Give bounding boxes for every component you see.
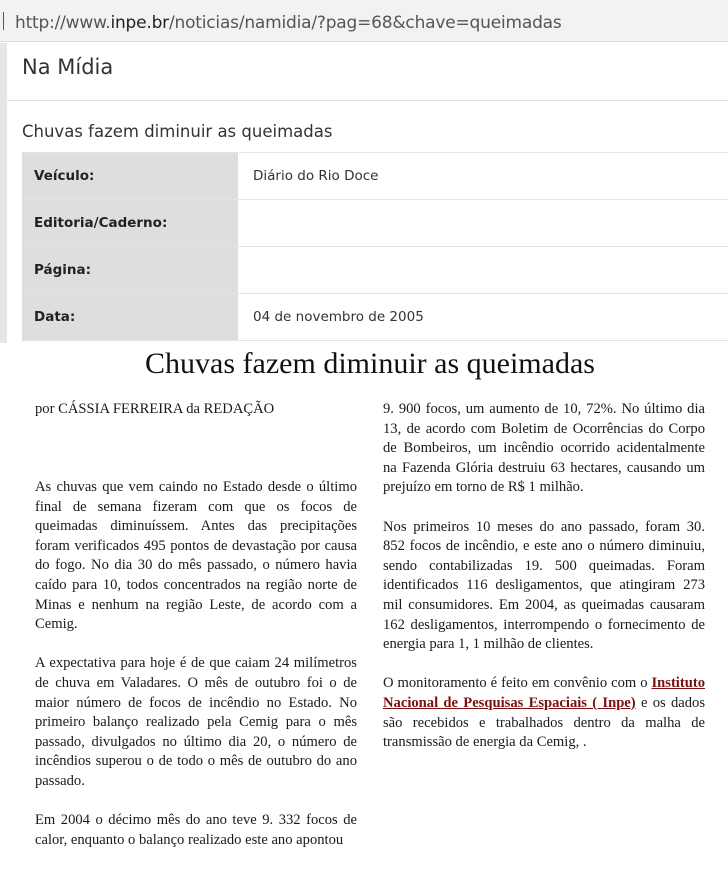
- meta-value: [239, 247, 728, 294]
- meta-label: Página:: [22, 247, 239, 294]
- clipping-paragraph: Nos primeiros 10 meses do ano passado, foram 30. 852 focos de incêndio, e este ano o número diminuiu, sendo contabilizadas 19. 500 queimadas. Foram identificados 116 desligamentos, que atingiram 273 mil consumidores. Em 2004, as queimadas causaram 162 desligamentos, interrompendo o fornecimento de energia para 1, 1 milhão de clientes.: [383, 518, 705, 653]
- meta-row: [22, 294, 728, 341]
- left-gutter: [0, 43, 7, 343]
- page-title: Na Mídia: [22, 55, 114, 79]
- meta-row: [22, 247, 728, 294]
- meta-label: Veículo:: [22, 153, 239, 200]
- clipping-paragraph: [383, 674, 705, 752]
- clipping-paragraph: As chuvas que vem caindo no Estado desde o último final de semana fizeram com que os focos de queimadas diminuíssem. Antes das precipitações foram verificados 495 pontos de devastação por causa do fogo. No dia 30 do mês passado, o número havia caído para 10, todos concentrados na região norte de Minas e nenhum na região Leste, de acordo com a Cemig.: [35, 479, 357, 633]
- page-content: [0, 43, 728, 343]
- url-text[interactable]: [15, 13, 562, 33]
- paragraph-text: e os dados são recebidos e trabalhados dentro da malha de transmissão de energia da Cemig, .: [383, 694, 706, 751]
- meta-row: [22, 153, 728, 200]
- clipping-byline: por CÁSSIA FERREIRA da REDAÇÃO: [35, 401, 275, 417]
- url-prefix: http://www.: [15, 13, 111, 33]
- address-bar[interactable]: [0, 0, 728, 42]
- clipping-column-right: [383, 400, 705, 772]
- divider: [7, 100, 728, 101]
- meta-row: [22, 200, 728, 247]
- url-path: /noticias/namidia/?pag=68&chave=queimadas: [168, 13, 562, 33]
- article-title: Chuvas fazem diminuir as queimadas: [22, 122, 333, 141]
- meta-value: 04 de novembro de 2005: [239, 294, 728, 341]
- paragraph-text: O monitoramento é feito em convênio com o: [383, 675, 652, 692]
- clipping-column-left: [35, 400, 357, 870]
- meta-value: [239, 200, 728, 247]
- meta-label: Editoria/Caderno:: [22, 200, 239, 247]
- clipping-paragraph: 9. 900 focos, um aumento de 10, 72%. No último dia 13, de acordo com Boletim de Ocorrências do Corpo de Bombeiros, um incêndio ocorrido acidentalmente na Fazenda Glória destruiu 63 hectares, causando um prejuízo em torno de R$ 1 milhão.: [383, 401, 705, 496]
- clipping-headline: Chuvas fazem diminuir as queimadas: [145, 347, 595, 380]
- meta-value: Diário do Rio Doce: [239, 153, 728, 200]
- url-host: inpe.br: [110, 13, 169, 33]
- clipping-paragraph: A expectativa para hoje é de que caiam 24 milímetros de chuva em Valadares. O mês de outubro foi o de maior número de focos de incêndio no Estado. No primeiro balanço realizado pela Cemig para o mês passado, divulgados no último dia 20, o número de incêndios superou o de todo o mês de outubro do ano passado.: [35, 655, 357, 789]
- article-meta-table: [22, 152, 728, 341]
- inpe-link[interactable]: Instituto Nacional de Pesquisas Espaciais ( Inpe): [383, 675, 705, 711]
- meta-label: Data:: [22, 294, 239, 341]
- clipping-paragraph: Em 2004 o décimo mês do ano teve 9. 332 focos de calor, enquanto o balanço realizado este ano apontou: [35, 812, 357, 848]
- newspaper-clipping: [0, 343, 728, 880]
- text-cursor: [3, 12, 4, 30]
